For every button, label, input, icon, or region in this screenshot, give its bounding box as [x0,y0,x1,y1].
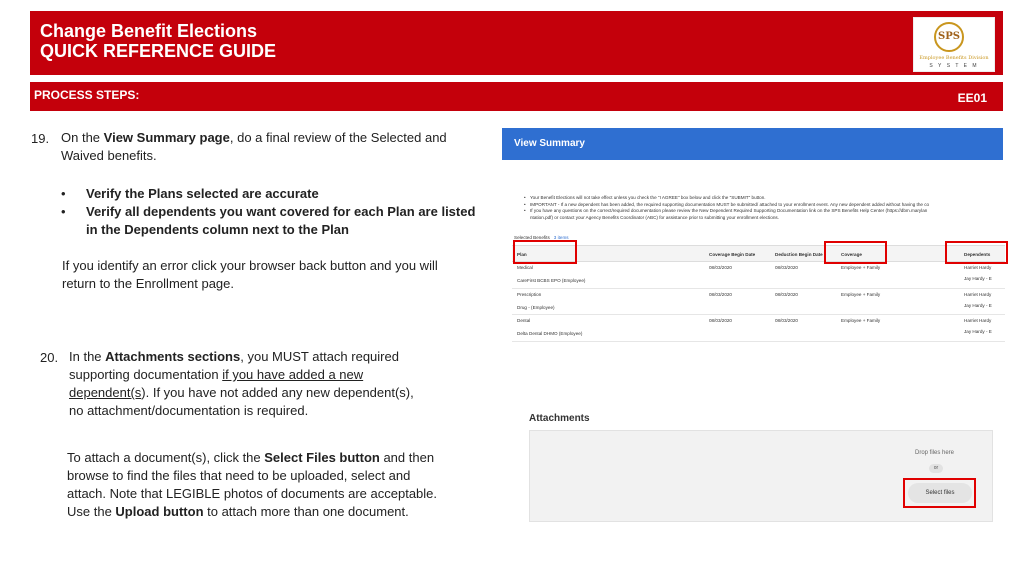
step-20-l4: no attachment/documentation is required. [69,403,309,418]
logo-line2: S Y S T E M [929,63,979,69]
logo-seal: SPS [934,22,964,52]
logo-line1: Employee Benefits Division [919,55,989,61]
col-dependents: Dependents [964,252,991,257]
step-19-line1 [61,129,491,147]
step-19-note-line1: If you identify an error click your browser back button and you will [62,258,438,273]
or-label: or [929,464,943,473]
cell-dependent: Jay Hardy - E [964,329,992,334]
cell-dependent: Jay Hardy - E [964,276,992,281]
step-20-number: 20. [40,350,59,365]
table-row [512,289,1005,316]
highlight-dependents [945,241,1008,264]
file-drop-zone[interactable] [529,430,993,522]
doc-title: Change Benefit Elections [40,21,258,41]
step-20-l2-underline: if you have added a new [222,367,364,382]
cell-coverage: Employee + Family [841,265,881,270]
cell-deduction-begin: 08/03/2020 [775,265,798,270]
attach-l1-post: and then [379,450,435,465]
step-19-note [62,257,492,293]
attach-l4-bold: Upload button [115,504,204,519]
cell-coverage: Employee + Family [841,318,881,323]
attach-l4-pre: Use the [67,504,116,519]
attach-l2: browse to find the files that need to be uploaded, select and [67,468,411,483]
step-19-line2: Waived benefits. [61,148,157,163]
selected-benefits-count[interactable]: 3 items [553,235,569,240]
summary-notes [522,195,1004,221]
highlight-select-files [903,478,976,508]
step-19-bold: View Summary page [103,130,230,145]
step-19-note-line2: return to the Enrollment page. [62,276,234,291]
select-files-button[interactable]: Select files [908,483,972,503]
col-deduction-begin: Deduction Begin Date [775,252,823,257]
selected-benefits-table [512,245,1005,342]
attach-l1-pre: To attach a document(s), click the [67,450,265,465]
cell-plan: Medical [517,265,533,270]
header-bar [30,11,1003,75]
step-20-l2-pre: supporting documentation [69,367,223,382]
table-row [512,262,1005,289]
step-20-l1-pre: In the [69,349,106,364]
cell-plan: Prescription [517,291,542,297]
cell-plan: Dental [517,318,531,323]
bullet-verify-dependents-cont: in the Dependents column next to the Plan [86,222,349,237]
cell-deduction-begin: 08/03/2020 [775,291,798,297]
summary-note-cont: ntation.pdf) or contact your Agency Benefits Coordinator (ABC) for assistance prior to submitting your enrollment elections. [530,214,779,220]
cell-coverage-begin: 08/03/2020 [709,318,732,323]
process-steps-bar [30,82,1003,111]
attach-l4-post: to attach more than one document. [203,504,409,519]
step-19-number: 19. [31,131,50,146]
summary-note: • Your Benefit Elections will not take effect unless you check the "I AGREE" box below and click the "SUBMIT" button. [522,195,1004,202]
cell-dependent: Jay Hardy - E [964,302,992,308]
table-row [512,315,1005,342]
col-coverage-begin: Coverage Begin Date [709,252,756,257]
step-19-post: , do a final review of the Selected and [229,130,447,145]
cell-plan-detail: Drug - (Employee) [517,304,555,310]
col-coverage: Coverage [841,252,862,257]
process-steps-label: PROCESS STEPS: [34,88,140,102]
bullet-verify-plans: • Verify the Plans selected are accurate [61,185,491,203]
drop-files-text: Drop files here [915,450,955,456]
attach-l1-bold: Select Files button [264,450,380,465]
col-plan: Plan [517,252,527,257]
step-20-l3-underline: dependent(s [69,385,142,400]
step-19-pre: On the [61,130,104,145]
sps-logo [913,17,995,72]
cell-coverage: Employee + Family [841,291,881,297]
step-19-bullets [61,185,491,239]
cell-dependent: Harriet Hardy [964,318,992,323]
step-19-text [61,129,491,165]
doc-subtitle: QUICK REFERENCE GUIDE [40,41,277,61]
step-20-text [69,348,489,420]
highlight-coverage [824,241,887,264]
cell-plan-detail: CareFirst BCBS EPO (Employee) [517,278,586,283]
highlight-plan [513,240,577,264]
step-20-l1-post: , you MUST attach required [240,349,399,364]
summary-note: • If you have any questions on the correct/required documentation please review the New Dependent Required Supporting Documentation link on the SPS Benefits Help Center (https://dbm.marylan [522,208,1004,215]
cell-dependent: Harriet Hardy [964,265,992,270]
table-header [512,245,1005,262]
view-summary-header [502,128,1003,160]
step-20-l3-post: ). If you have not added any new dependent(s), [141,385,414,400]
process-code: EE01 [957,91,987,105]
cell-deduction-begin: 08/03/2020 [775,318,798,323]
cell-dependent: Harriet Hardy [964,291,992,297]
view-summary-title: View Summary [514,138,585,149]
selected-benefits-text: Selected Benefits [514,235,550,240]
cell-coverage-begin: 08/03/2020 [709,291,732,297]
attach-l3: attach. Note that LEGIBLE photos of documents are acceptable. [67,486,438,501]
cell-plan-detail: Delta Dental DHMO (Employee) [517,331,583,336]
bullet-verify-dependents: • Verify all dependents you want covered for each Plan are listed [61,203,491,221]
summary-note: • IMPORTANT - If a new dependent has been added, the required supporting documentation MUST be submitted/ attached to your enrollment event. Any new dependent added without having the co [522,202,1004,209]
step-20-l1-bold: Attachments sections [105,349,241,364]
cell-coverage-begin: 08/03/2020 [709,265,732,270]
attachments-title: Attachments [529,413,590,424]
step-20-attach-text [67,449,487,521]
